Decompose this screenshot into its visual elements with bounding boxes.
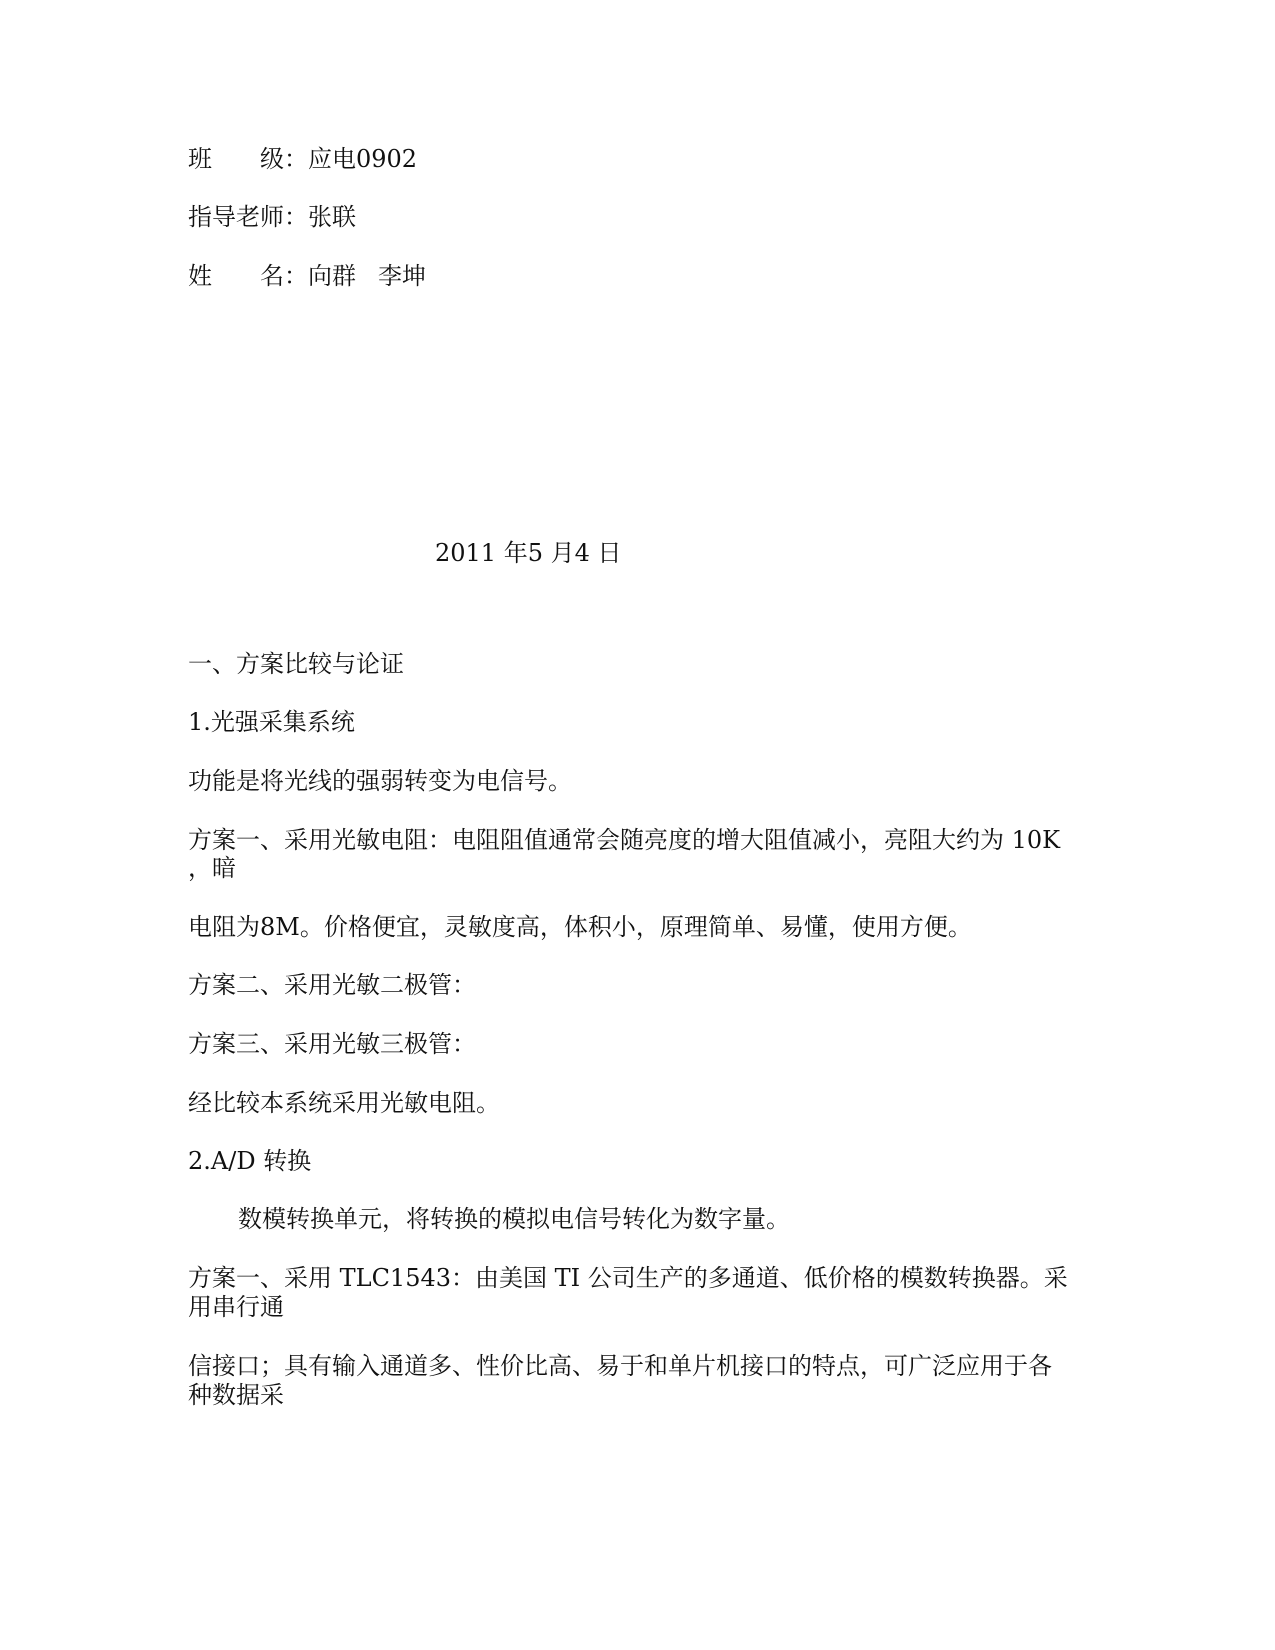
sub1-heading: 1.光强采集系统: [188, 708, 355, 736]
sub2-plan1-line-d: 种数据采: [188, 1381, 284, 1409]
sub1-plan1-line-b: ，暗: [188, 854, 236, 882]
sub1-conclusion: 经比较本系统采用光敏电阻。: [188, 1089, 500, 1117]
sub1-paragraph-1: 功能是将光线的强弱转变为电信号。: [188, 767, 572, 795]
sub2-heading: 2.A/D 转换: [188, 1147, 312, 1175]
sub1-plan1-line-a: 方案一、采用光敏电阻：电阻阻值通常会随亮度的增大阻值减小，亮阻大约为 10K: [188, 826, 1061, 854]
sub2-paragraph-1: 数模转换单元，将转换的模拟电信号转化为数字量。: [238, 1205, 790, 1233]
class-value: 应电0902: [308, 145, 418, 173]
name-label: 姓 名：: [188, 262, 308, 290]
class-label: 班 级：: [188, 145, 308, 173]
name-value-1: 向群: [308, 262, 356, 290]
teacher-value: 张联: [308, 203, 356, 231]
name-value-2: 李坤: [378, 262, 426, 290]
sub2-plan1-line-b: 用串行通: [188, 1293, 284, 1321]
sub2-plan1-line-a: 方案一、采用 TLC1543：由美国 TI 公司生产的多通道、低价格的模数转换器。采: [188, 1264, 1068, 1292]
teacher-label: 指导老师：: [188, 203, 308, 231]
teacher-row: [188, 202, 356, 232]
sub1-plan2: 方案二、采用光敏二极管：: [188, 971, 476, 999]
name-row: [188, 261, 426, 291]
class-row: [188, 144, 417, 174]
sub1-plan1-line-c: 电阻为8M。价格便宜，灵敏度高，体积小，原理简单、易懂，使用方便。: [188, 913, 972, 941]
cover-date: 2011 年5 月4 日: [435, 539, 622, 567]
section1-heading: 一、方案比较与论证: [188, 650, 404, 678]
sub1-plan3: 方案三、采用光敏三极管：: [188, 1030, 476, 1058]
sub2-plan1-line-c: 信接口；具有输入通道多、性价比高、易于和单片机接口的特点，可广泛应用于各: [188, 1352, 1052, 1380]
